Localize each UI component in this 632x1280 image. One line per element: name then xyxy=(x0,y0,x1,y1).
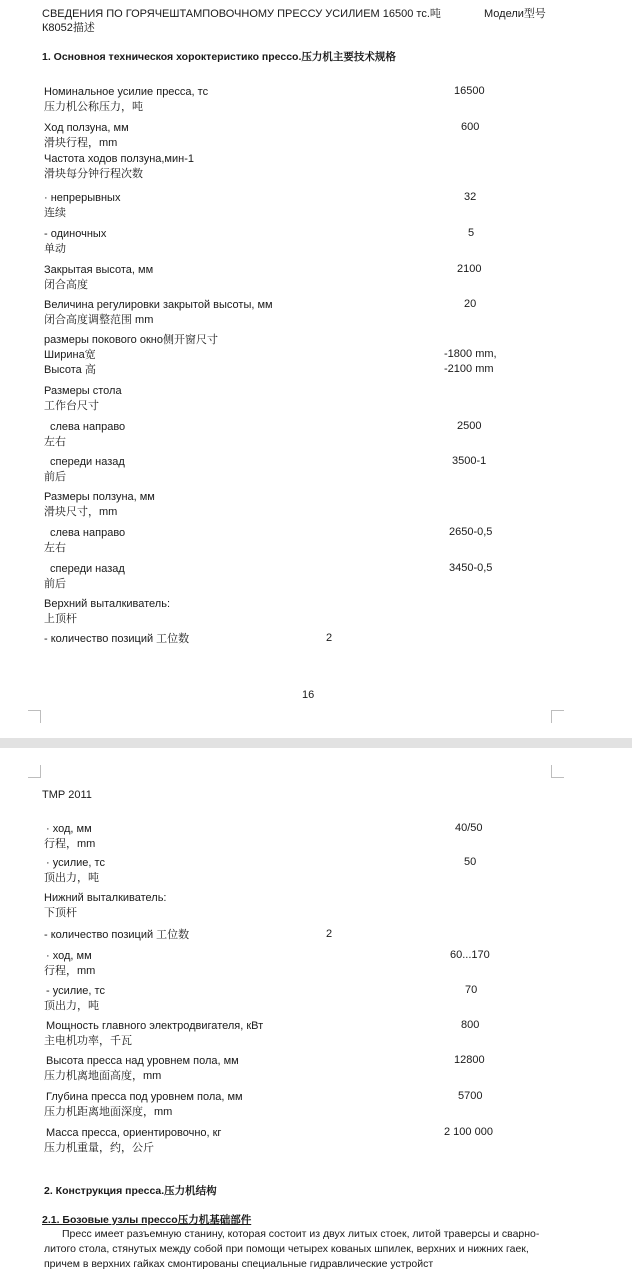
spec-label: Величина регулировки закрытой высоты, мм xyxy=(44,299,273,311)
spec-label: Мощность главного электродвигателя, кВт xyxy=(46,1020,264,1032)
crop-mark xyxy=(28,765,41,778)
spec-label: слева направо xyxy=(50,421,126,433)
spec-value: 3500-1 xyxy=(452,455,487,467)
spec-value: 2500 xyxy=(457,420,482,432)
spec-value: 12800 xyxy=(454,1054,485,1066)
crop-mark xyxy=(551,765,564,778)
upper-ejector-positions-label: - количество позиций 工位数 xyxy=(44,633,190,645)
page-header-model: Модели型号 xyxy=(484,8,546,20)
spec-label-zh: 左右 xyxy=(44,436,66,448)
slider-size-title-zh: 滑块尺寸，mm xyxy=(44,506,118,518)
spec-value: 2100 xyxy=(457,263,482,275)
window-height-value: -2100 mm xyxy=(444,363,494,375)
spec-label-zh: 行程，mm xyxy=(44,965,96,977)
upper-ejector-title-zh: 上顶杆 xyxy=(44,613,77,625)
table-size-title-zh: 工作台尺寸 xyxy=(44,400,99,412)
spec-value: 5700 xyxy=(458,1090,483,1102)
spec-label: · усилие, тс xyxy=(46,857,105,869)
spec-label-zh: 左右 xyxy=(44,542,66,554)
spec-label: Высота пресса над уровнем пола, мм xyxy=(46,1055,239,1067)
page-number: 16 xyxy=(302,689,315,701)
spec-label-zh: 压力机重量，约，公斤 xyxy=(44,1142,154,1154)
spec-value: 32 xyxy=(464,191,477,203)
page-header: ТМР 2011 xyxy=(42,789,92,801)
spec-label: Частота ходов ползуна,мин-1 xyxy=(44,153,194,165)
spec-label: Номинальное усилие пресса, тс xyxy=(44,86,209,98)
page-separator xyxy=(0,738,632,748)
section-2-1-heading: 2.1. Бозовые узлы прессо压力机基础部件 xyxy=(42,1214,252,1226)
spec-label: · ход, мм xyxy=(46,823,92,835)
spec-value: 2650-0,5 xyxy=(449,526,493,538)
page-header-model-number: К8052描述 xyxy=(42,22,95,34)
window-size-title: размеры покового окно侧开窗尺寸 xyxy=(44,334,218,346)
spec-label-zh: 顶出力，吨 xyxy=(44,1000,99,1012)
crop-mark xyxy=(28,710,41,723)
table-size-title: Размеры стола xyxy=(44,385,122,397)
spec-value: 50 xyxy=(464,856,477,868)
spec-label-zh: 主电机功率，千瓦 xyxy=(44,1035,132,1047)
spec-label-zh: 压力机距离地面深度，mm xyxy=(44,1106,173,1118)
spec-value: 600 xyxy=(461,121,480,133)
section-1-heading: 1. Основноя техническоя хороктеристико прессо.压力机主要技术规格 xyxy=(42,51,396,63)
spec-label: спереди назад xyxy=(50,456,125,468)
section-2-heading: 2. Конструкция пресса.压力机结构 xyxy=(44,1185,217,1197)
spec-label-zh: 行程，mm xyxy=(44,838,96,850)
lower-ejector-title: Нижний выталкиватель: xyxy=(44,892,167,904)
spec-label: · ход, мм xyxy=(46,950,92,962)
upper-ejector-title: Верхний выталкиватель: xyxy=(44,598,170,610)
window-width-value: -1800 mm, xyxy=(444,348,497,360)
spec-label-zh: 滑块行程，mm xyxy=(44,137,118,149)
spec-value: 16500 xyxy=(454,85,485,97)
spec-label: Закрытая высота, мм xyxy=(44,264,154,276)
spec-value: 70 xyxy=(465,984,478,996)
spec-value: 20 xyxy=(464,298,477,310)
spec-label-zh: 闭合高度 xyxy=(44,279,88,291)
spec-label-zh: 滑块每分钟行程次数 xyxy=(44,168,143,180)
spec-label-zh: 压力机离地面高度，mm xyxy=(44,1070,162,1082)
spec-label-zh: 前后 xyxy=(44,471,66,483)
lower-ejector-title-zh: 下顶杆 xyxy=(44,907,77,919)
page-header-title: СВЕДЕНИЯ ПО ГОРЯЧЕШТАМПОВОЧНОМУ ПРЕССУ УСИЛИЕМ 16500 тс.吨 xyxy=(42,8,441,20)
spec-value: 2 100 000 xyxy=(444,1126,493,1138)
window-height-label: Высота 高 xyxy=(44,364,96,376)
spec-label: слева направо xyxy=(50,527,126,539)
spec-label: Ход ползуна, мм xyxy=(44,122,129,134)
spec-label-zh: 单动 xyxy=(44,243,66,255)
spec-value: 40/50 xyxy=(455,822,483,834)
spec-label: Глубина пресса под уровнем пола, мм xyxy=(46,1091,243,1103)
spec-label: · непрерывных xyxy=(44,192,121,204)
spec-label: Масса пресса, ориентировочно, кг xyxy=(46,1127,222,1139)
window-width-label: Ширина宽 xyxy=(44,349,96,361)
slider-size-title: Размеры ползуна, мм xyxy=(44,491,155,503)
spec-value: 60...170 xyxy=(450,949,490,961)
spec-label-zh: 闭合高度调整范围 mm xyxy=(44,314,154,326)
spec-label: спереди назад xyxy=(50,563,125,575)
spec-label-zh: 前后 xyxy=(44,578,66,590)
spec-label: - усилие, тс xyxy=(46,985,105,997)
spec-value: 800 xyxy=(461,1019,480,1031)
crop-mark xyxy=(551,710,564,723)
spec-label: - одиночных xyxy=(44,228,107,240)
spec-value: 5 xyxy=(468,227,475,239)
spec-label-zh: 连续 xyxy=(44,207,66,219)
spec-value: 3450-0,5 xyxy=(449,562,493,574)
spec-label-zh: 顶出力，吨 xyxy=(44,872,99,884)
upper-ejector-positions-value: 2 xyxy=(326,632,333,644)
section-2-1-paragraph: Пресс имеет разъемную станину, которая состоит из двух литых стоек, литой траверсы и сварно-литого стола, стянутых между собой при помощи четырех кованых шпилек, верхних и нижних гаек, причем в верхних гайках смонтированы специальные гидравлические устройст xyxy=(44,1228,540,1270)
lower-ejector-positions-label: - количество позиций 工位数 xyxy=(44,929,190,941)
spec-label-zh: 压力机公称压力，吨 xyxy=(44,101,143,113)
lower-ejector-positions-value: 2 xyxy=(326,928,333,940)
